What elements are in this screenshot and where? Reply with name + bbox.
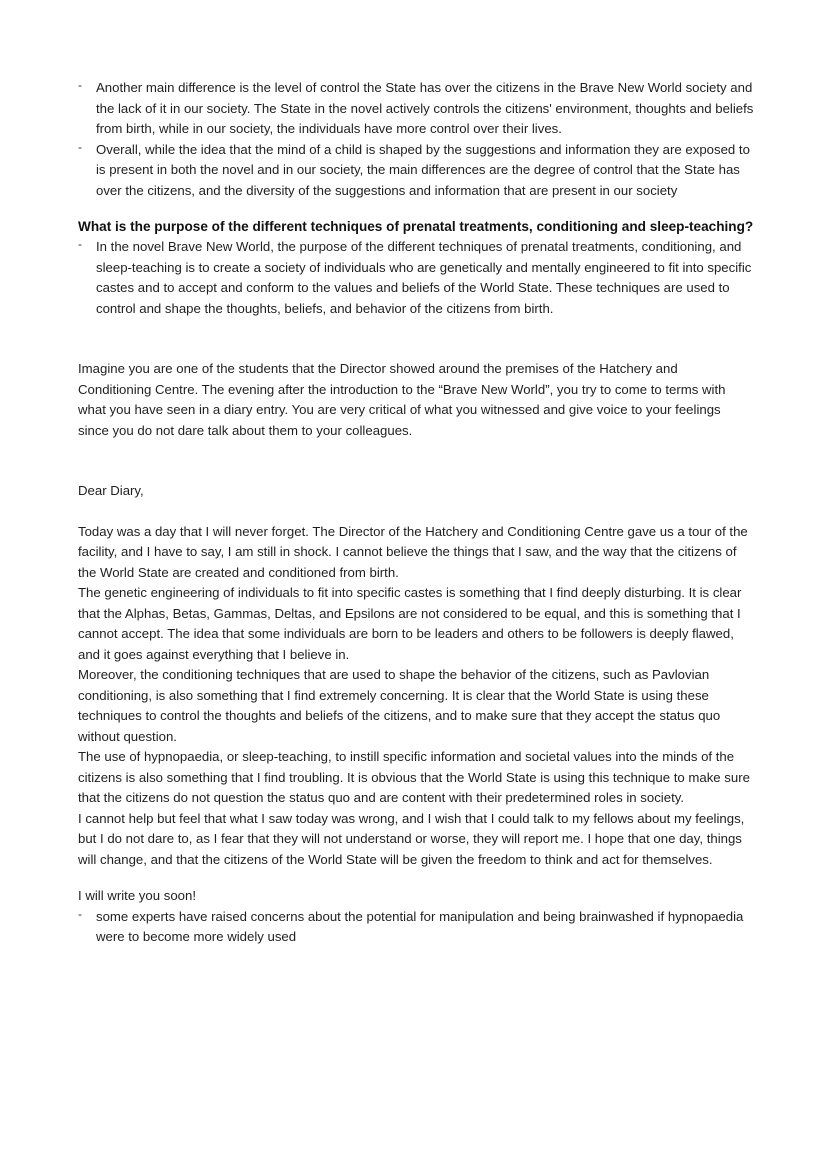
diary-paragraph: The use of hypnopaedia, or sleep-teaching, to instill specific information and societal values into the minds of the citizens is also something that I find troubling. It is obvious that the World State is using this technique to make sure that the citizens do not question the status quo and are content with their predetermined roles in society.	[78, 749, 750, 805]
task-prompt: Imagine you are one of the students that the Director showed around the premises of the Hatchery and Conditioning Centre. The evening after the introduction to the “Brave New World”, you try to come to terms with what you have seen in a diary entry. You are very critical of what you witnessed and give voice to your feelings since you do not dare talk about them to your colleagues.	[78, 361, 726, 438]
diary-paragraph: I cannot help but feel that what I saw today was wrong, and I wish that I could talk to my fellows about my feelings, but I do not dare to, as I fear that they will not understand or worse, they will report me. I hope that one day, things will change, and that the citizens of the World State will be given the freedom to think and act for themselves.	[78, 810, 745, 867]
bullet-item: - some experts have raised concerns about the potential for manipulation and being brainwashed if hypnopaedia were to become more widely used	[78, 907, 754, 948]
diary-paragraph: Moreover, the conditioning techniques that are used to shape the behavior of the citizens, such as Pavlovian conditioning, is also something that I find extremely concerning. It is clear that the World State is using these techniques to control the thoughts and beliefs of the citizens, and to make sure that they accept the status quo without question.	[78, 667, 721, 744]
diary-entry	[78, 522, 754, 871]
bullet-item: - Another main difference is the level of control the State has over the citizens in the Brave New World society and the lack of it in our society. The State in the novel actively controls the citizens' environment, thoughts and beliefs from birth, while in our society, the individuals have more control over their lives.	[78, 78, 754, 140]
bullet-item: - Overall, while the idea that the mind of a child is shaped by the suggestions and information they are exposed to is present in both the novel and in our society, the main differences are the degree of control that the State has over the citizens, and the diversity of the suggestions and information that are present in our society	[78, 140, 754, 202]
answer-list	[78, 237, 754, 319]
diary-signoff: I will write you soon!	[78, 888, 196, 903]
bullet-item: - In the novel Brave New World, the purpose of the different techniques of prenatal treatments, conditioning, and sleep-teaching is to create a society of individuals who are genetically and mentally engineered to fit into specific castes and to accept and conform to the values and beliefs of the World State. These techniques are used to control and shape the thoughts, beliefs, and behavior of the citizens from birth.	[78, 237, 754, 319]
bullet-list-bottom	[78, 907, 754, 948]
bullet-list-top	[78, 78, 754, 201]
diary-salutation: Dear Diary,	[78, 483, 144, 498]
question-heading: What is the purpose of the different techniques of prenatal treatments, conditioning and sleep-teaching?	[78, 219, 754, 234]
diary-paragraph: The genetic engineering of individuals to fit into specific castes is something that I find deeply disturbing. It is clear that the Alphas, Betas, Gammas, Deltas, and Epsilons are not considered to be equal, and this is something that I cannot accept. The idea that some individuals are born to be leaders and others to be followers is deeply flawed, and it goes against everything that I believe in.	[78, 585, 742, 662]
diary-paragraph: Today was a day that I will never forget. The Director of the Hatchery and Conditioning Centre gave us a tour of the facility, and I have to say, I am still in shock. I cannot believe the things that I saw, and the way that the citizens of the World State are created and conditioned from birth.	[78, 523, 748, 580]
